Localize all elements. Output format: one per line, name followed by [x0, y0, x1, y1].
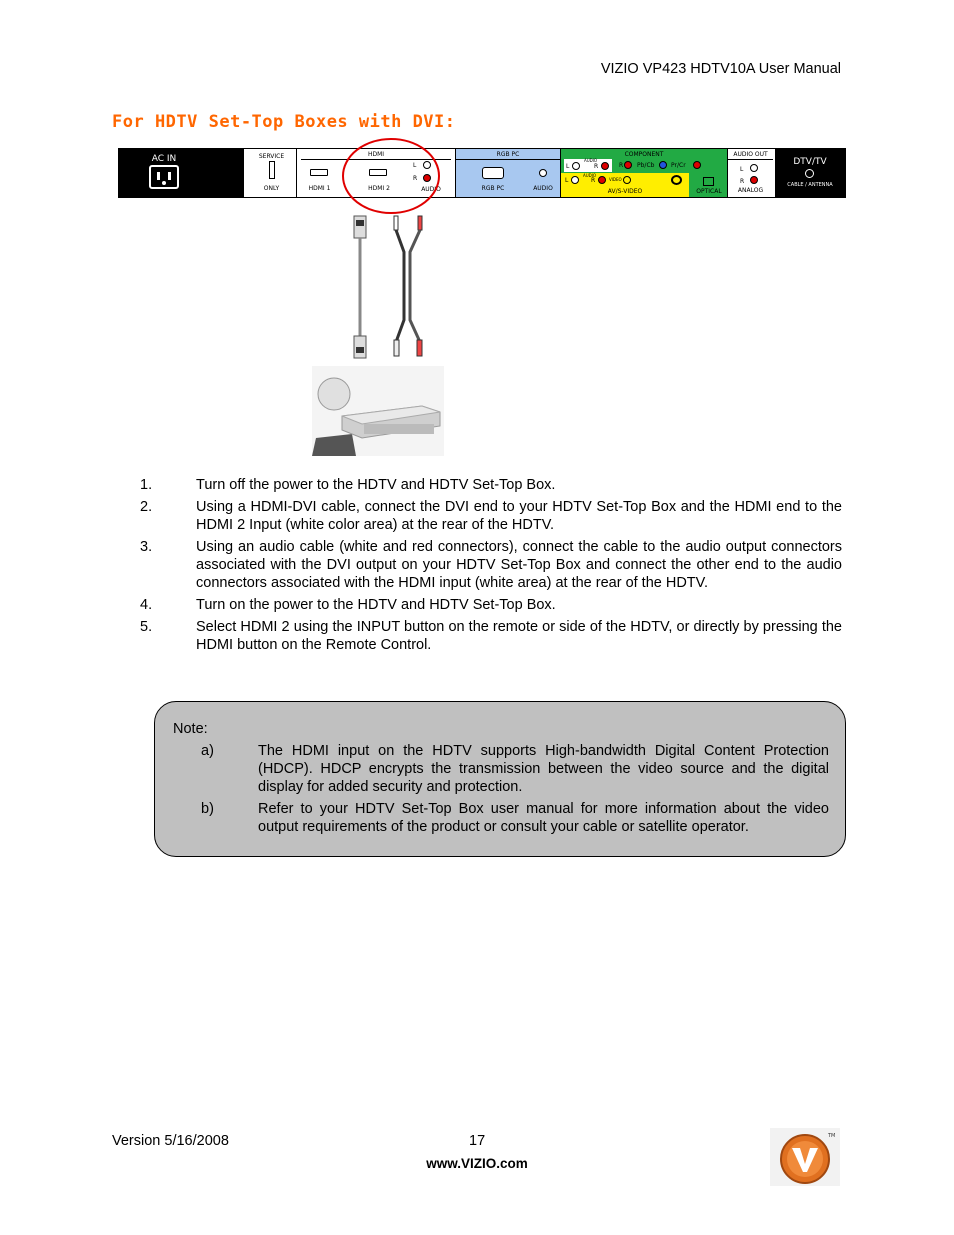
audio-out-label: AUDIO OUT	[728, 151, 773, 160]
audio-out-l-jack-icon	[750, 164, 758, 172]
svg-text:TM: TM	[828, 1133, 836, 1139]
ac-in-block	[119, 149, 244, 197]
step-item	[140, 618, 842, 654]
note-item	[201, 742, 829, 796]
av-audio-small-label: AUDIO	[583, 173, 597, 178]
comp-pb-label: Pb/Cb	[637, 162, 655, 169]
comp-r2-jack-icon	[624, 161, 632, 169]
power-socket-icon	[149, 165, 179, 189]
note-text: Refer to your HDTV Set-Top Box user manual for more information about the video output requirements of the product or consult your cable or satellite operator.	[258, 801, 829, 835]
coax-port-icon	[805, 169, 814, 178]
step-item	[140, 476, 842, 494]
comp-audio-small-label: AUDIO	[584, 158, 598, 163]
dtv-block	[775, 149, 845, 197]
optical-port-icon	[703, 177, 714, 186]
step-number: 3.	[140, 539, 153, 555]
only-label: ONLY	[263, 185, 280, 192]
comp-r-jack-icon	[601, 162, 609, 170]
rgb-audio-label: AUDIO	[533, 185, 553, 192]
step-text: Select HDMI 2 using the INPUT button on the remote or side of the HDTV, or directly by pressing the HDMI button on the Remote Control.	[196, 619, 842, 653]
page-number: 17	[469, 1133, 486, 1149]
rgb-pc-label: RGB PC	[481, 185, 505, 192]
service-block	[247, 149, 297, 197]
vga-port-icon	[482, 167, 504, 179]
header-title: VIZIO VP423 HDTV10A User Manual	[600, 61, 841, 77]
vizio-logo-icon	[770, 1128, 840, 1186]
av-r-jack-icon	[598, 176, 606, 184]
cable-antenna-label: CABLE / ANTENNA	[787, 182, 833, 188]
svideo-port-icon	[671, 175, 682, 185]
av-svideo-area	[561, 173, 689, 197]
hdmi-label: HDMI	[301, 151, 451, 160]
set-top-box-icon	[364, 424, 434, 434]
av-svideo-label: AV/S-VIDEO	[607, 188, 643, 195]
comp-pr-label: Pr/Cr	[671, 162, 686, 169]
dtv-tv-label: DTV/TV	[793, 157, 827, 167]
comp-pb-jack-icon	[659, 161, 667, 169]
hdmi-audio-l-label: L	[413, 162, 417, 169]
note-label: Note:	[173, 721, 208, 737]
av-l-label: L	[565, 177, 569, 184]
note-item	[201, 800, 829, 836]
satellite-dish-icon	[318, 378, 350, 410]
component-audio-area	[564, 159, 612, 172]
note-box	[154, 701, 846, 857]
av-l-jack-icon	[571, 176, 579, 184]
hdmi-audio-r-label: R	[413, 175, 418, 182]
rgb-pc-title: RGB PC	[456, 151, 560, 160]
hdmi-audio-label: AUDIO	[421, 186, 441, 193]
analog-label: ANALOG	[737, 187, 764, 194]
hdmi2-label: HDMI 2	[368, 185, 390, 192]
section-title: For HDTV Set-Top Boxes with DVI:	[112, 112, 456, 132]
av-r-label: R	[591, 177, 596, 184]
step-number: 2.	[140, 499, 153, 515]
footer-version: Version 5/16/2008	[112, 1133, 229, 1149]
comp-l-jack-icon	[572, 162, 580, 170]
footer-url[interactable]: www.VIZIO.com	[426, 1156, 528, 1171]
step-item	[140, 538, 842, 592]
comp-l-label: L	[566, 163, 570, 170]
audio-out-block	[727, 149, 773, 197]
component-label: COMPONENT	[624, 151, 664, 158]
audio-out-r-label: R	[740, 178, 745, 185]
audio-cable-icon	[394, 216, 422, 356]
step-text: Using a HDMI-DVI cable, connect the DVI end to your HDTV Set-Top Box and the HDMI end to the HDMI 2 Input (white color area) at the rear of the HDTV.	[196, 499, 842, 533]
service-port-icon	[269, 161, 275, 179]
hdmi1-label: HDMI 1	[308, 185, 331, 192]
step-text: Turn off the power to the HDTV and HDTV Set-Top Box.	[196, 477, 556, 493]
hdmi-dvi-cable-icon	[354, 216, 366, 358]
audio-out-l-label: L	[740, 166, 744, 173]
step-text: Turn on the power to the HDTV and HDTV Set-Top Box.	[196, 597, 556, 613]
cables-illustration	[340, 212, 440, 362]
note-letter: b)	[201, 801, 214, 817]
note-text: The HDMI input on the HDTV supports High-bandwidth Digital Content Protection (HDCP). HDCP encrypts the transmission between the video source and the digital display for added security and protection.	[258, 743, 829, 795]
av-video-jack-icon	[623, 176, 631, 184]
step-number: 4.	[140, 597, 153, 613]
rgb-audio-jack-icon	[539, 169, 547, 177]
step-item	[140, 498, 842, 534]
ac-in-label: AC IN	[151, 154, 177, 164]
comp-r2-label: R	[619, 162, 624, 169]
step-text: Using an audio cable (white and red connectors), connect the cable to the audio output connectors associated with the DVI output on your HDTV Set-Top Box and connect the other end to the audio connectors associated with the HDMI input (white area) at the rear of the HDTV.	[196, 539, 842, 591]
rgb-pc-block	[455, 149, 561, 197]
comp-r-label: R	[594, 163, 599, 170]
steps-list	[140, 476, 842, 658]
step-item	[140, 596, 842, 614]
av-video-label: VIDEO	[609, 177, 622, 182]
optical-label: OPTICAL	[696, 188, 722, 195]
hdmi2-highlight-circle	[340, 136, 442, 216]
step-number: 1.	[140, 477, 153, 493]
note-letter: a)	[201, 743, 214, 759]
audio-out-r-jack-icon	[750, 176, 758, 184]
step-number: 5.	[140, 619, 153, 635]
note-items	[201, 742, 829, 840]
service-label: SERVICE	[258, 153, 285, 160]
rear-panel	[118, 148, 846, 198]
set-top-box-illustration	[312, 366, 444, 456]
optical-block	[691, 149, 727, 197]
